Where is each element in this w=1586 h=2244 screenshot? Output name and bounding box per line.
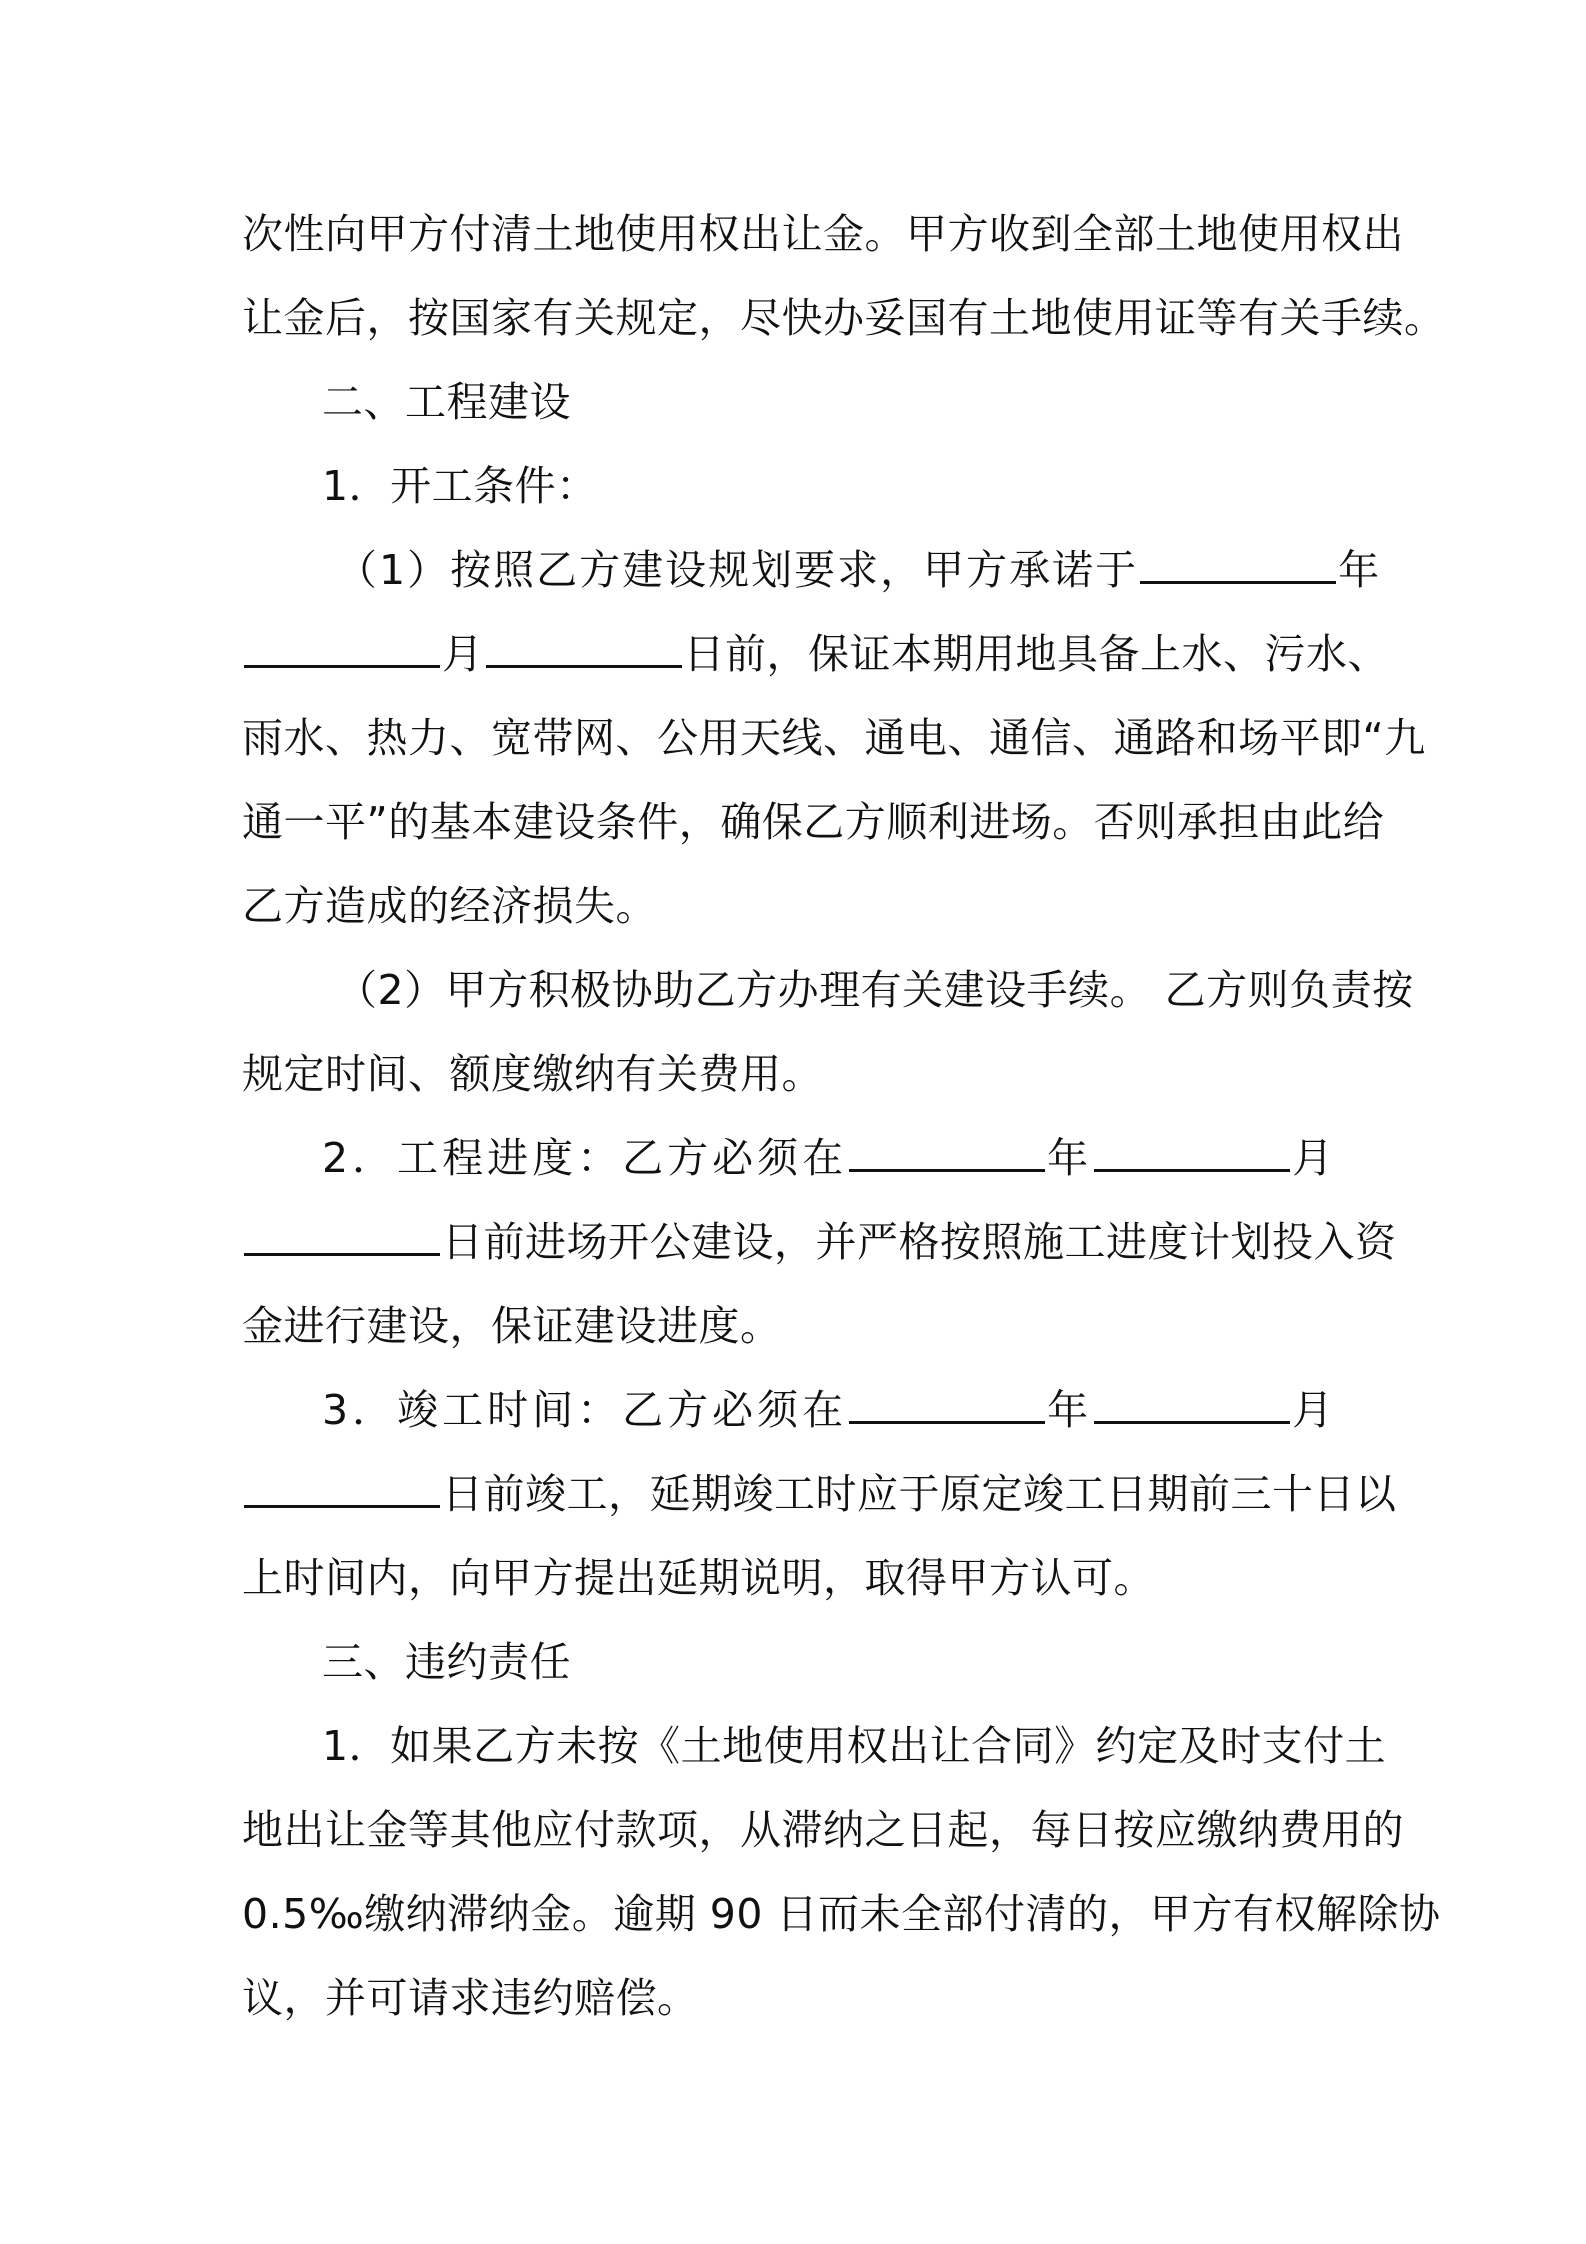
fill-in-blank[interactable] [1140,543,1336,584]
paragraph-line [242,626,1389,682]
fill-in-blank[interactable] [244,1215,440,1256]
fill-in-blank[interactable] [849,1383,1045,1424]
clause-text: 3．竣工时间：乙方必须在 [322,1386,848,1434]
clause-text: 日前进场开公建设，并严格按照施工进度计划投入资 [442,1218,1397,1266]
fill-in-blank[interactable] [1094,1131,1290,1172]
paragraph-line: 次性向甲方付清土地使用权出让金。甲方收到全部土地使用权出 [242,210,1404,258]
paragraph-line: 雨水、热力、宽带网、公用天线、通电、通信、通路和场平即“九 [242,714,1426,762]
paragraph-line: 0.5‰缴纳滞纳金。逾期 90 日而未全部付清的，甲方有权解除协 [242,1890,1441,1938]
month-label: 月 [442,630,484,678]
paragraph-line: （2）甲方积极协助乙方办理有关建设手续。 乙方则负责按 [336,966,1414,1014]
paragraph-line: 乙方造成的经济损失。 [242,882,657,930]
clause-text: 2．工程进度：乙方必须在 [322,1134,848,1182]
year-label: 年 [1338,546,1382,594]
month-label: 月 [1292,1386,1338,1434]
year-label: 年 [1047,1386,1093,1434]
paragraph-line: 上时间内，向甲方提出延期说明，取得甲方认可。 [242,1554,1155,1602]
fill-in-blank[interactable] [849,1131,1045,1172]
paragraph-line [242,1214,1397,1270]
paragraph-line [242,1466,1397,1522]
paragraph-line [336,542,1382,598]
paragraph-line: 规定时间、额度缴纳有关费用。 [242,1050,823,1098]
paragraph-line: 1．如果乙方未按《土地使用权出让合同》约定及时支付土 [322,1722,1387,1770]
paragraph-line [322,1382,1352,1438]
paragraph-line [322,1130,1352,1186]
paragraph-line: 金进行建设，保证建设进度。 [242,1302,782,1350]
fill-in-blank[interactable] [244,1467,440,1508]
section-heading: 三、违约责任 [322,1638,571,1686]
fill-in-blank[interactable] [244,627,440,668]
clause-heading: 1．开工条件： [322,462,598,510]
paragraph-line: 让金后，按国家有关规定，尽快办妥国有土地使用证等有关手续。 [242,294,1446,342]
month-label: 月 [1292,1134,1338,1182]
clause-text: （1）按照乙方建设规划要求，甲方承诺于 [336,546,1139,594]
section-heading: 二、工程建设 [322,378,571,426]
year-label: 年 [1047,1134,1093,1182]
paragraph-line: 地出让金等其他应付款项，从滞纳之日起，每日按应缴纳费用的 [242,1806,1404,1854]
fill-in-blank[interactable] [1094,1383,1290,1424]
clause-text: 日前竣工，延期竣工时应于原定竣工日期前三十日以 [442,1470,1397,1518]
clause-text: 日前，保证本期用地具备上水、污水、 [683,630,1389,678]
paragraph-line: 议，并可请求违约赔偿。 [242,1974,699,2022]
paragraph-line: 通一平”的基本建设条件，确保乙方顺利进场。否则承担由此给 [242,798,1385,846]
fill-in-blank[interactable] [486,627,682,668]
